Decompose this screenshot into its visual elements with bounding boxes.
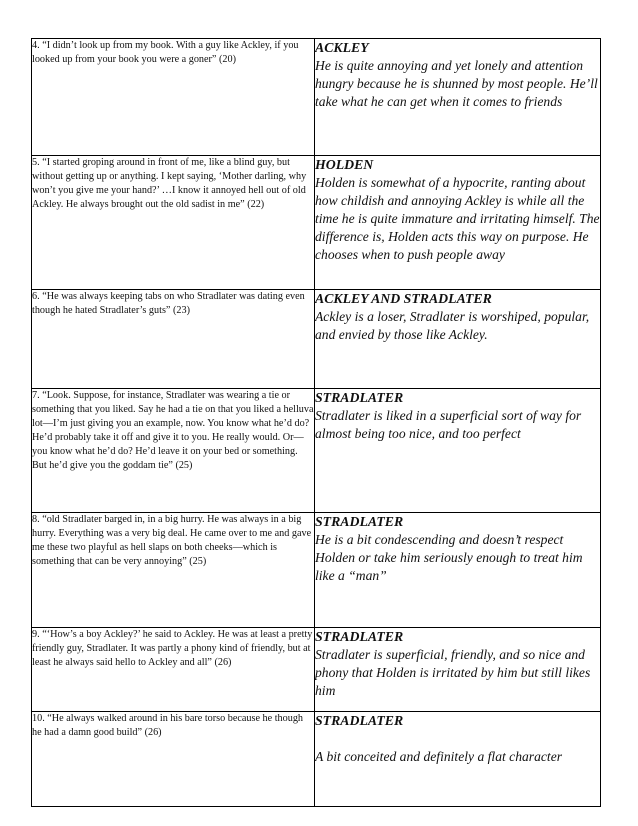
quote-cell — [32, 628, 315, 712]
quote-cell — [32, 156, 315, 290]
quote-cell — [32, 513, 315, 628]
table-row — [32, 628, 601, 712]
analysis-text: He is quite annoying and yet lonely and attention hungry because he is shunned by most people. He’ll take what he can get when it comes to friends — [315, 58, 598, 109]
analysis-text: A bit conceited and definitely a flat character — [315, 749, 563, 764]
analysis-text: He is a bit condescending and doesn’t respect Holden or take him seriously enough to treat him like a “man” — [315, 532, 583, 583]
analysis-cell — [315, 39, 601, 156]
quote-cell — [32, 290, 315, 389]
table-row — [32, 389, 601, 513]
table-row — [32, 290, 601, 389]
table-row — [32, 156, 601, 290]
character-notes-table — [31, 38, 601, 807]
character-name: ACKLEY — [315, 40, 369, 55]
analysis-text: Stradlater is liked in a superficial sort of way for almost being too nice, and too perfect — [315, 408, 582, 441]
analysis-cell — [315, 712, 601, 807]
quote-text: 5. “I started groping around in front of me, like a blind guy, but without getting up or anything. I kept saying, ‘Mother darling, why won’t you give me your hand?’ …I know it annoyed hell out of old Ackley. He always brought out the old sadist in me” (22) — [32, 157, 307, 210]
quote-text: 10. “He always walked around in his bare torso because he though he had a damn good build” (26) — [32, 713, 304, 738]
quote-text: 7. “Look. Suppose, for instance, Stradlater was wearing a tie or something that you liked. Say he had a tie on that you liked a helluva lot—I’m just giving you an example, now. You know what he’d do? He’d probably take it off and give it to you. He really would. Or—you know what he’d do? He’d leave it on your bed or something. But he’d give you the goddam tie” (25) — [32, 390, 314, 471]
analysis-cell — [315, 389, 601, 513]
quote-cell — [32, 712, 315, 807]
quote-text: 4. “I didn’t look up from my book. With a guy like Ackley, if you looked up from your book you were a goner” (20) — [32, 40, 299, 65]
character-name: STRADLATER — [315, 713, 404, 728]
quote-text: 8. “old Stradlater barged in, in a big hurry. He was always in a big hurry. Everything was a very big deal. He came over to me and gave me these two playful as hell slaps on both cheeks—which is something that can be very annoying” (25) — [32, 514, 312, 567]
analysis-text: Ackley is a loser, Stradlater is worshiped, popular, and envied by those like Ackley. — [315, 309, 590, 342]
blank-line — [315, 730, 600, 748]
analysis-text: Holden is somewhat of a hypocrite, ranting about how childish and annoying Ackley is while all the time he is quite immature and irritating himself. The difference is, Holden acts this way on purpose. He chooses when to push people away — [315, 175, 600, 262]
character-name: STRADLATER — [315, 629, 404, 644]
character-name: HOLDEN — [315, 157, 374, 172]
quote-text: 9. “‘How’s a boy Ackley?’ he said to Ackley. He was at least a pretty friendly guy, Stradlater. It was partly a phony kind of friendly, but at least he always said hello to Ackley and all” (26) — [32, 629, 313, 668]
character-name: STRADLATER — [315, 514, 404, 529]
quote-cell — [32, 389, 315, 513]
quote-cell — [32, 39, 315, 156]
character-name: ACKLEY AND STRADLATER — [315, 291, 492, 306]
table-row — [32, 712, 601, 807]
table-row — [32, 39, 601, 156]
analysis-cell — [315, 628, 601, 712]
analysis-cell — [315, 290, 601, 389]
quote-text: 6. “He was always keeping tabs on who Stradlater was dating even though he hated Stradlater’s guts” (23) — [32, 291, 305, 316]
character-name: STRADLATER — [315, 390, 404, 405]
table-row — [32, 513, 601, 628]
analysis-cell — [315, 513, 601, 628]
analysis-cell — [315, 156, 601, 290]
analysis-text: Stradlater is superficial, friendly, and so nice and phony that Holden is irritated by him but still likes him — [315, 647, 591, 698]
